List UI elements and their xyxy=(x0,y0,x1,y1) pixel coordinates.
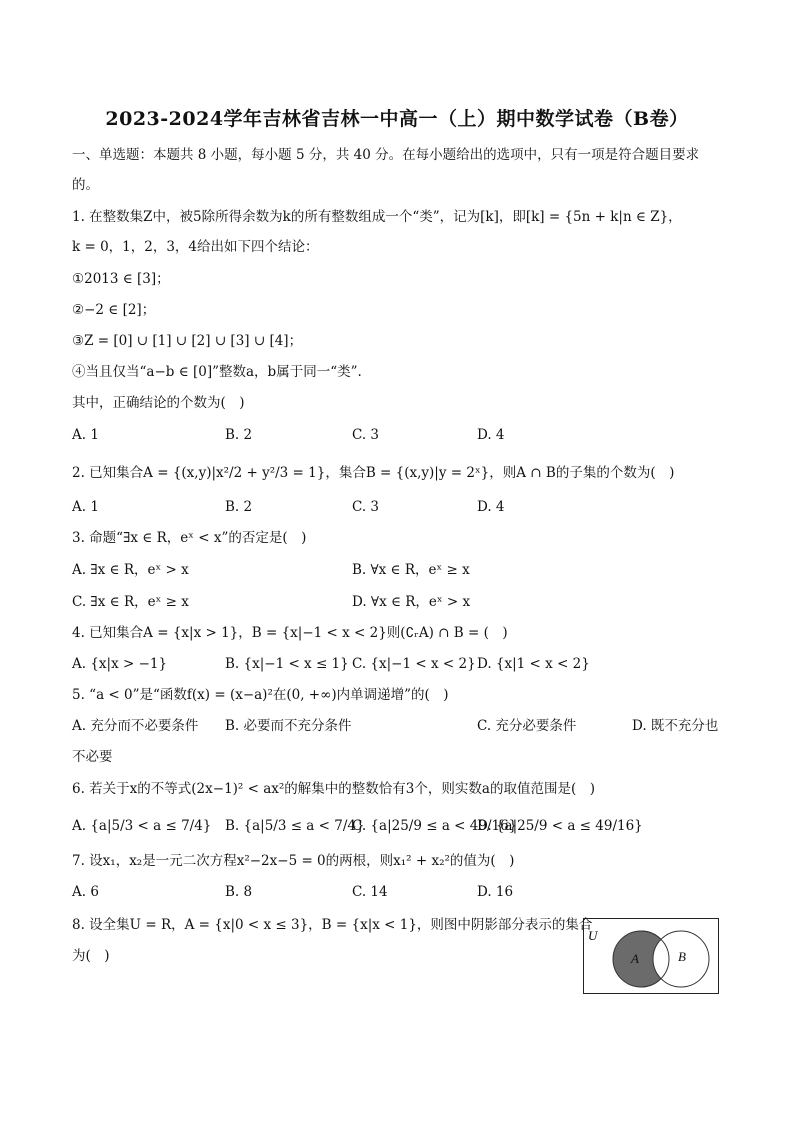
q1-statement-1: ①2013 ∈ [3]； xyxy=(72,271,170,287)
q5-option-d: D. 既不充分也 xyxy=(632,718,719,734)
page-title: 2023-2024学年吉林省吉林一中高一（上）期中数学试卷（B卷） xyxy=(105,108,689,130)
q4-option-c: C. {x|−1 < x < 2} xyxy=(352,656,476,672)
q3-option-b: B. ∀x ∈ R，eˣ ≥ x xyxy=(352,562,470,578)
q3-option-a: A. ∃x ∈ R，eˣ > x xyxy=(72,562,189,578)
q7-option-a: A. 6 xyxy=(72,884,99,900)
q1-stem-line2: k = 0，1，2，3，4给出如下四个结论： xyxy=(72,239,319,255)
venn-label-b: B xyxy=(678,949,686,964)
q1-option-a: A. 1 xyxy=(72,427,99,443)
venn-label-u: U xyxy=(588,928,598,943)
q6-option-a: A. {a|5/3 < a ≤ 7/4} xyxy=(72,818,212,834)
q3-option-c: C. ∃x ∈ R，eˣ ≥ x xyxy=(72,594,189,610)
q6-stem: 6. 若关于x的不等式(2x−1)² < ax²的解集中的整数恰有3个，则实数a的取值范围是( ) xyxy=(72,781,595,797)
q4-option-d: D. {x|1 < x < 2} xyxy=(477,656,590,672)
q4-option-b: B. {x|−1 < x ≤ 1} xyxy=(225,656,349,672)
q1-statement-2: ②−2 ∈ [2]； xyxy=(72,302,156,318)
venn-diagram xyxy=(583,918,719,994)
q7-option-c: C. 14 xyxy=(352,884,388,900)
q6-option-b: B. {a|5/3 ≤ a < 7/4} xyxy=(225,818,365,834)
q2-stem: 2. 已知集合A = {(x,y)|x²/2 + y²/3 = 1}，集合B = {(x,y)|y = 2ˣ}，则A ∩ B的子集的个数为( ) xyxy=(72,465,675,481)
q1-option-b: B. 2 xyxy=(225,427,253,443)
q1-statement-3: ③Z = [0] ∪ [1] ∪ [2] ∪ [3] ∪ [4]； xyxy=(72,333,303,349)
q1-question: 其中，正确结论的个数为( ) xyxy=(72,395,245,411)
q8-stem-line2: 为( ) xyxy=(72,948,110,964)
q1-option-c: C. 3 xyxy=(352,427,380,443)
q1-statement-4: ④当且仅当“a−b ∈ [0]”整数a，b属于同一“类”. xyxy=(72,364,362,380)
q3-option-d: D. ∀x ∈ R，eˣ > x xyxy=(352,594,471,610)
section-instruction-cont: 的。 xyxy=(72,177,99,193)
q7-option-b: B. 8 xyxy=(225,884,253,900)
q5-option-d-cont: 不必要 xyxy=(72,749,113,765)
q5-option-a: A. 充分而不必要条件 xyxy=(72,718,199,734)
q5-option-c: C. 充分必要条件 xyxy=(477,718,577,734)
q2-option-c: C. 3 xyxy=(352,499,380,515)
q6-option-d: D. {a|25/9 < a ≤ 49/16} xyxy=(477,818,643,834)
q6-option-c: C. {a|25/9 ≤ a < 49/16} xyxy=(352,818,518,834)
q5-option-b: B. 必要而不充分条件 xyxy=(225,718,352,734)
section-instruction: 一、单选题：本题共 8 小题，每小题 5 分，共 40 分。在每小题给出的选项中，只有一项是符合题目要求 xyxy=(72,147,700,163)
q1-stem-line1: 1. 在整数集Z中，被5除所得余数为k的所有整数组成一个“类”，记为[k]，即[k] = {5n + k|n ∈ Z}， xyxy=(72,209,682,225)
q4-stem: 4. 已知集合A = {x|x > 1}，B = {x|−1 < x < 2}则(∁ᵣA) ∩ B = ( ) xyxy=(72,625,508,641)
q7-stem: 7. 设x₁，x₂是一元二次方程x²−2x−5 = 0的两根，则x₁² + x₂²的值为( ) xyxy=(72,853,515,869)
q1-option-d: D. 4 xyxy=(477,427,505,443)
q2-option-b: B. 2 xyxy=(225,499,253,515)
q3-stem: 3. 命题“∃x ∈ R，eˣ < x”的否定是( ) xyxy=(72,530,307,546)
q2-option-d: D. 4 xyxy=(477,499,505,515)
venn-label-a: A xyxy=(631,951,639,966)
q2-option-a: A. 1 xyxy=(72,499,99,515)
q7-option-d: D. 16 xyxy=(477,884,514,900)
q8-stem-line1: 8. 设全集U = R，A = {x|0 < x ≤ 3}，B = {x|x < 1}，则图中阴影部分表示的集合 xyxy=(72,917,593,933)
q5-stem: 5. “a < 0”是“函数f(x) = (x−a)²在(0, +∞)内单调递增”的( ) xyxy=(72,687,449,703)
q4-option-a: A. {x|x > −1} xyxy=(72,656,168,672)
